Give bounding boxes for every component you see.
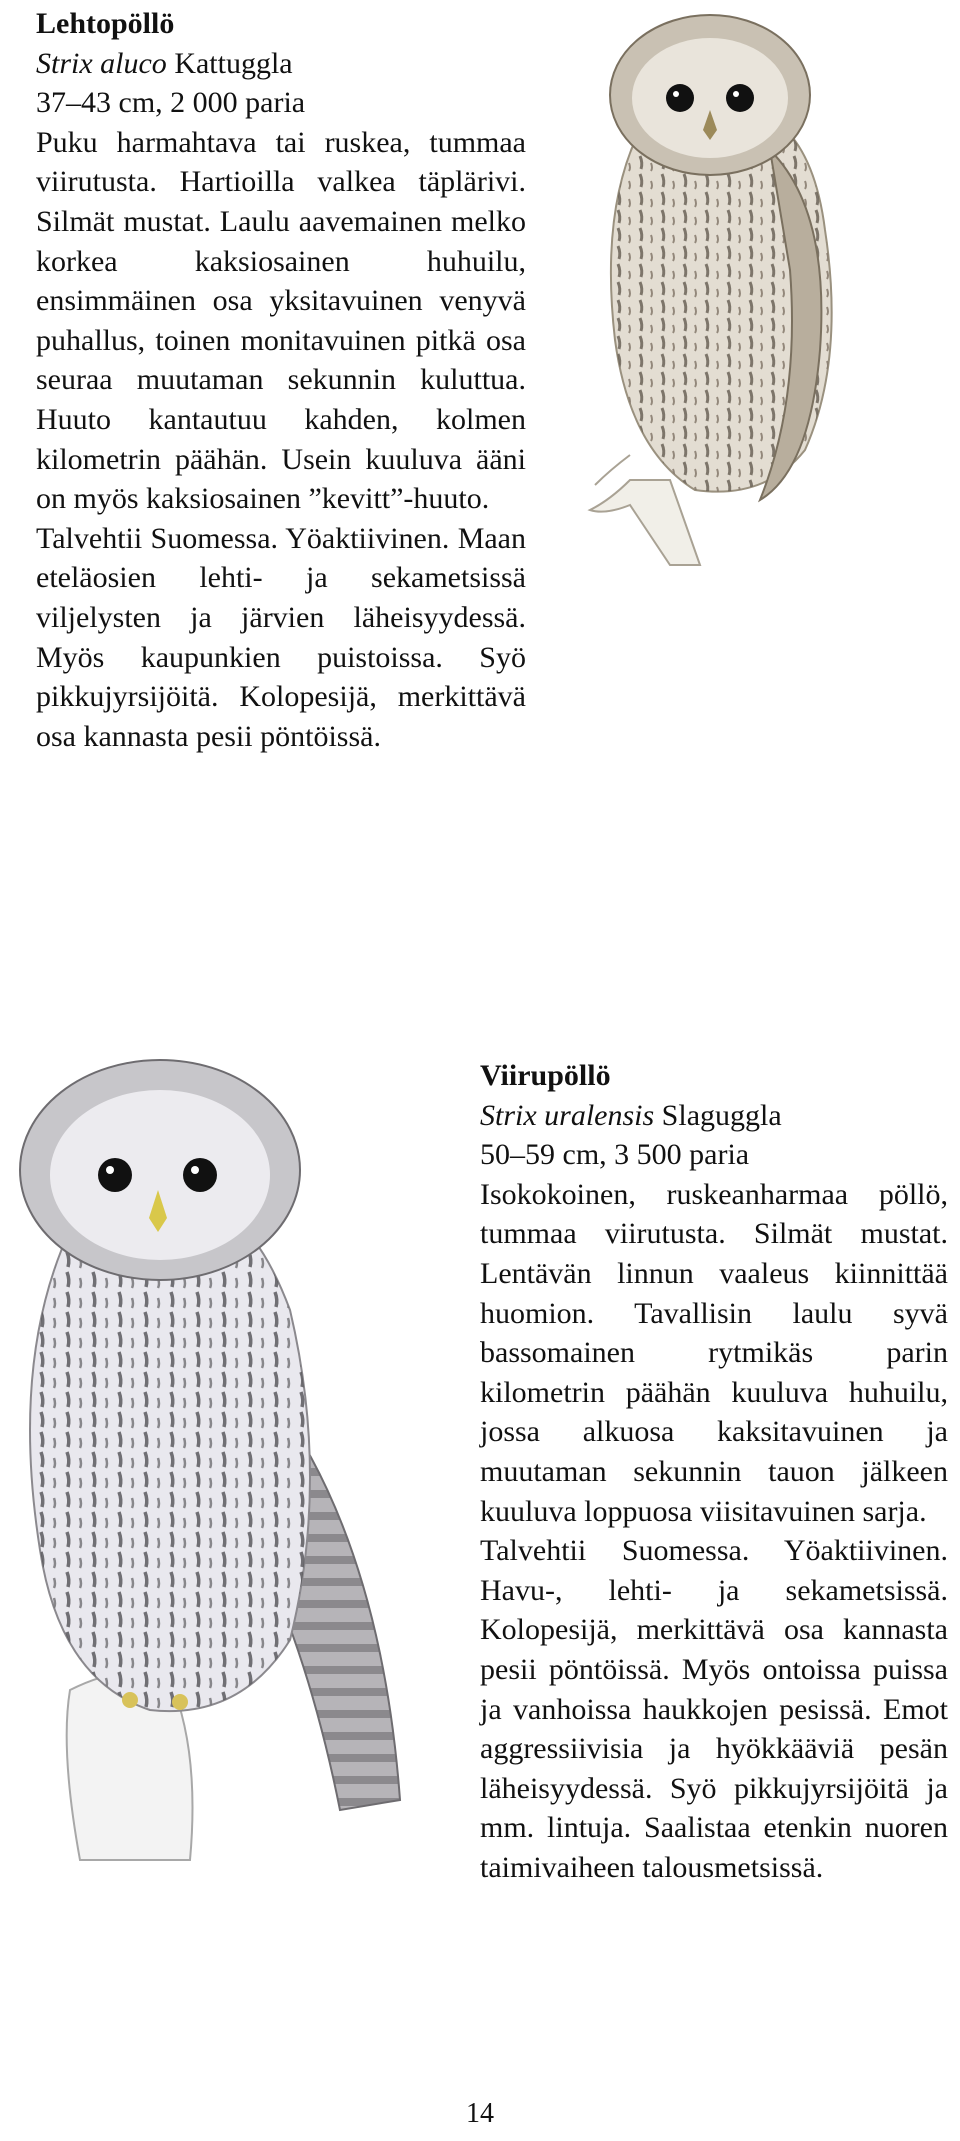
description-paragraph: Puku harmahtava tai ruskea, tummaa viirutusta. Hartioilla valkea täplärivi. Silmät mustat. Laulu aavemainen melko korkea kaksiosainen huhuilu, ensimmäinen osa yksitavuinen venyvä puhallus, toinen monitavuinen pitkä osa seuraa muutaman sekunnin kuluttua. Huuto kantautuu kahden, kolmen kilometrin päähän. Usein kuuluva ääni on myös kaksiosainen ”kevitt”-huuto. (36, 125, 526, 516)
entry-lehtopollo (36, 4, 526, 756)
habitat-paragraph: Talvehtii Suomessa. Yöaktiivinen. Maan eteläosien lehti- ja sekametsissä viljelysten ja järvien läheisyydessä. Myös kaupunkien puistoissa. Syö pikkujyrsijöitä. Kolopesijä, merkittävä osa kannasta pesii pöntöissä. (36, 521, 526, 753)
size-population: 50–59 cm, 3 500 paria (480, 1138, 750, 1172)
species-name: Lehtopöllö (36, 7, 175, 40)
habitat-paragraph: Talvehtii Suomessa. Yöaktiivinen. Havu-, lehti- ja sekametsissä. Kolopesijä, merkittävä osa kannasta pesii pöntöissä. Myös ontoissa puissa ja vanhoissa haukkojen pesissä. Emot aggressiivisia ja hyökkääviä pesän läheisyydessä. Syö pikkujyrsijöitä ja mm. lintuja. Saalistaa etenkin nuoren taimivaiheen talousmetsissä. (480, 1534, 948, 1884)
species-names-line (36, 44, 526, 84)
entry-viirupollo (480, 1056, 948, 1887)
page-number: 14 (466, 2098, 494, 2129)
size-population: 37–43 cm, 2 000 paria (36, 86, 306, 120)
tawny-owl-illustration (570, 10, 870, 570)
latin-name: Strix aluco (36, 46, 167, 80)
species-name: Viirupöllö (480, 1059, 611, 1092)
description-paragraph: Isokokoinen, ruskeanharmaa pöllö, tummaa viirutusta. Silmät mustat. Lentävän linnun vaaleus kiinnittää huomion. Tavallisin laulu syvä bassomainen rytmikäs parin kilometrin päähän kuuluva huhuilu, jossa alkuosa kaksitavuinen ja muutaman sekunnin tauon jälkeen kuuluva loppuosa viisitavuinen sarja. (480, 1177, 948, 1528)
species-names-line (480, 1096, 948, 1136)
ural-owl-illustration (10, 1050, 430, 1870)
swedish-name: Slaguggla (661, 1098, 782, 1132)
latin-name: Strix uralensis (480, 1098, 655, 1132)
swedish-name: Kattuggla (174, 46, 293, 80)
